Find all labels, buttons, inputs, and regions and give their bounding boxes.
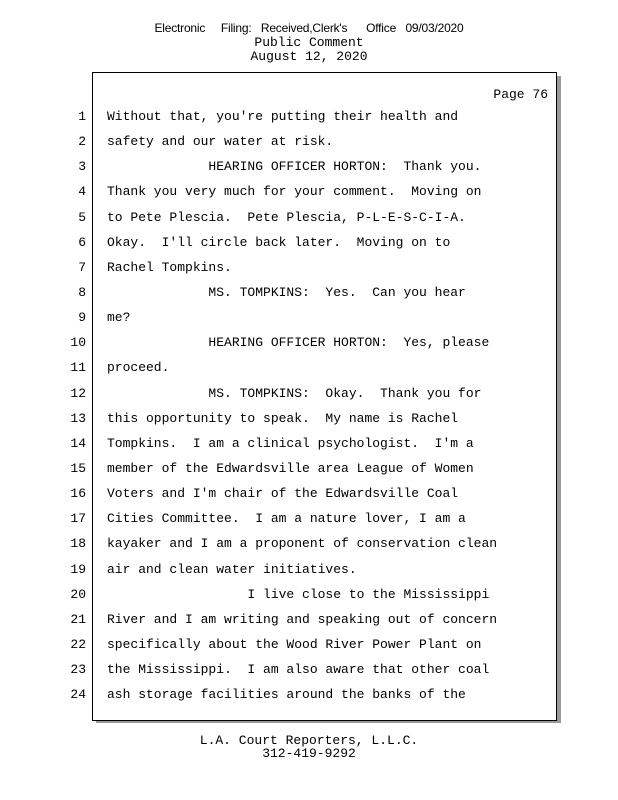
transcript-line: this opportunity to speak. My name is Rachel [107, 410, 459, 426]
transcript-line: MS. TOMPKINS: Okay. Thank you for [107, 385, 482, 401]
line-number: 7 [78, 259, 86, 275]
transcript-line: MS. TOMPKINS: Yes. Can you hear [107, 284, 466, 300]
line-number: 2 [78, 134, 86, 150]
transcript-line: member of the Edwardsville area League of Women [107, 460, 474, 476]
footer-company: L.A. Court Reporters, L.L.C. [199, 733, 419, 748]
transcript-line: I live close to the Mississippi [107, 586, 490, 602]
line-number: 9 [78, 310, 86, 326]
transcript-line: HEARING OFFICER HORTON: Thank you. [107, 159, 482, 175]
line-number: 4 [78, 184, 86, 200]
line-number: 19 [70, 561, 86, 577]
line-number: 8 [78, 284, 86, 300]
transcript-line: Cities Committee. I am a nature lover, I am a [107, 511, 466, 527]
line-number: 5 [78, 209, 86, 225]
line-number: 17 [70, 511, 86, 527]
line-number: 6 [78, 234, 86, 250]
transcript-text [107, 104, 497, 707]
line-number: 11 [70, 360, 86, 376]
line-number: 22 [70, 636, 86, 652]
line-number: 14 [70, 435, 86, 451]
transcript-line: kayaker and I am a proponent of conservation clean [107, 536, 498, 552]
line-number: 23 [70, 662, 86, 678]
line-number: 13 [70, 410, 86, 426]
transcript-line: River and I am writing and speaking out of concern [107, 611, 498, 627]
transcript-line: Without that, you're putting their health and [107, 109, 459, 124]
line-number: 21 [70, 611, 86, 627]
transcript-line: Voters and I'm chair of the Edwardsville Coal [107, 486, 459, 502]
transcript-line: Okay. I'll circle back later. Moving on to [107, 234, 451, 250]
filing-stamp: Electronic Filing: Received,Clerk's Office 09/03/2020 [154, 21, 464, 35]
transcript-line: Tompkins. I am a clinical psychologist. I'm a [107, 435, 474, 451]
page-number: Page 76 [493, 87, 548, 102]
line-number: 20 [70, 586, 86, 602]
line-number: 1 [78, 109, 86, 124]
footer-phone: 312-419-9292 [262, 746, 356, 761]
line-number: 10 [70, 335, 86, 351]
transcript-line: safety and our water at risk. [107, 134, 334, 150]
document-date: August 12, 2020 [250, 49, 368, 64]
transcript-line: me? [107, 310, 131, 326]
transcript-line: the Mississippi. I am also aware that other coal [107, 662, 490, 678]
line-number: 18 [70, 536, 86, 552]
line-number: 12 [70, 385, 86, 401]
transcript-line: ash storage facilities around the banks of the [107, 687, 466, 703]
line-number: 24 [70, 687, 86, 703]
transcript-line: to Pete Plescia. Pete Plescia, P-L-E-S-C-I-A. [107, 209, 466, 225]
line-number: 15 [70, 460, 86, 476]
transcript-line: Thank you very much for your comment. Moving on [107, 184, 482, 200]
transcript-line: HEARING OFFICER HORTON: Yes, please [107, 335, 490, 351]
line-number: 16 [70, 486, 86, 502]
transcript-line: proceed. [107, 360, 170, 376]
transcript-line: specifically about the Wood River Power Plant on [107, 636, 482, 652]
document-title: Public Comment [254, 35, 364, 50]
line-number: 3 [78, 159, 86, 175]
transcript-line: Rachel Tompkins. [107, 259, 232, 275]
transcript-line: air and clean water initiatives. [107, 561, 357, 577]
line-number-column [60, 104, 86, 707]
